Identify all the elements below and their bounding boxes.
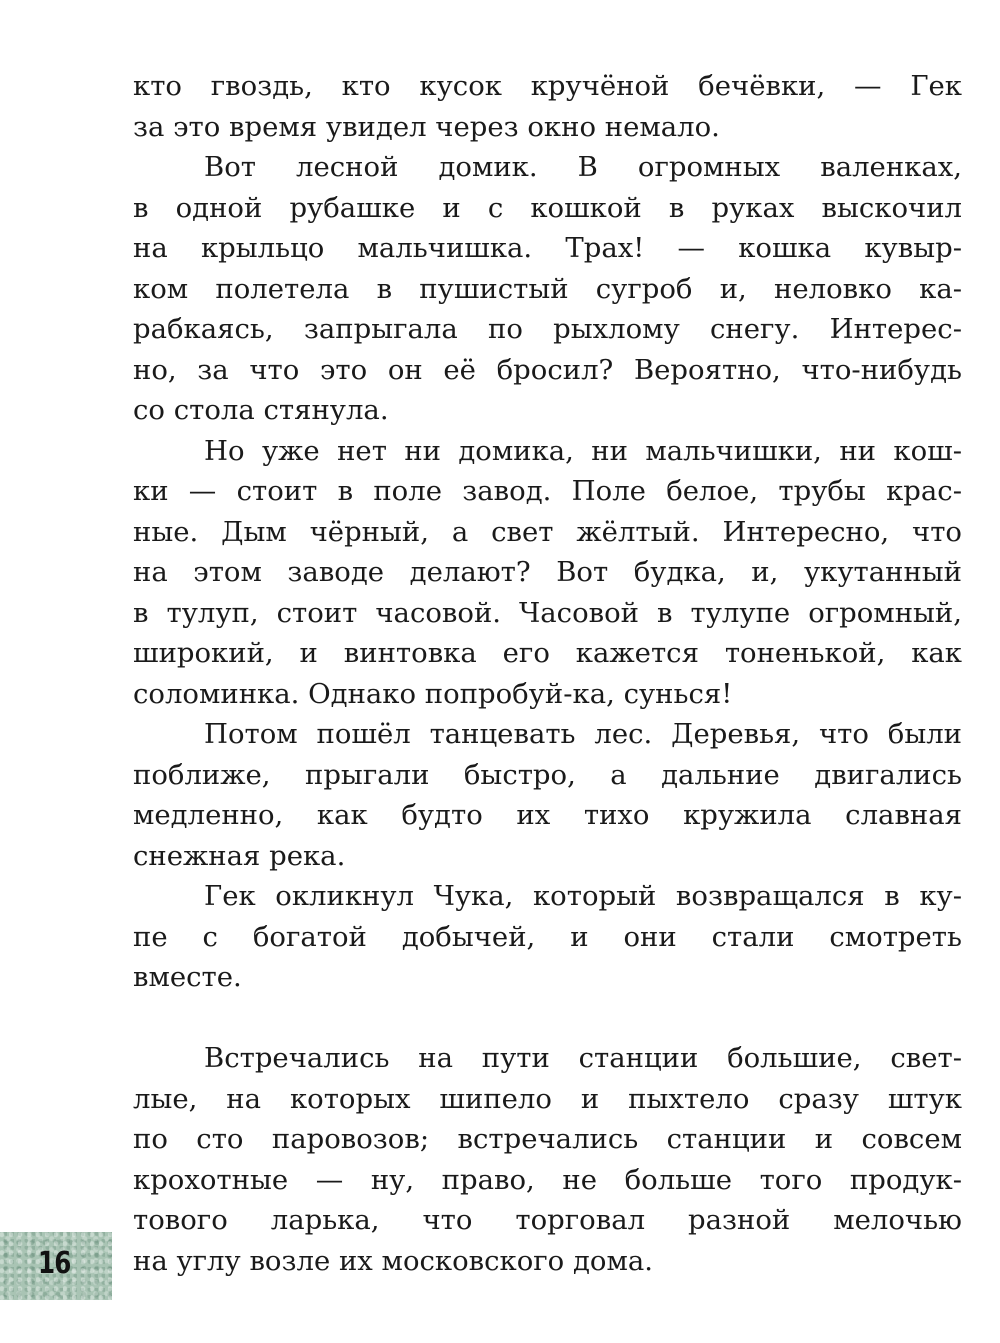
text-line: лые, на которых шипело и пыхтело сразу штук — [133, 1082, 962, 1115]
text-line: за это время увидел через окно немало. — [133, 110, 720, 143]
text-line: тового ларька, что торговал разной мелочью — [133, 1204, 962, 1236]
text-line: по сто паровозов; встречались станции и совсем — [133, 1123, 962, 1155]
text-line: со стола стянула. — [133, 394, 389, 426]
page-number: 16 — [38, 1246, 71, 1281]
paragraph-3 — [133, 431, 962, 715]
page-text — [133, 66, 962, 1281]
text-line: пе с богатой добычей, и они стали смотреть — [133, 920, 962, 953]
paragraph-gap — [133, 998, 962, 1039]
text-line: Потом пошёл танцевать лес. Деревья, что были — [204, 718, 962, 750]
text-line: вместе. — [133, 961, 242, 993]
text-line: на крыльцо мальчишка. Трах! — кошка кувыр- — [133, 232, 962, 264]
text-line: на углу возле их московского дома. — [133, 1244, 653, 1277]
text-line: ные. Дым чёрный, а свет жёлтый. Интересно, что — [133, 515, 962, 548]
text-line: рабкаясь, запрыгала по рыхлому снегу. Интерес- — [133, 313, 962, 345]
paragraph-5 — [133, 876, 962, 998]
text-line: снежная река. — [133, 839, 346, 872]
text-line: на этом заводе делают? Вот будка, и, укутанный — [133, 556, 962, 588]
paragraph-1 — [133, 66, 962, 147]
text-line: кто гвоздь, кто кусок кручёной бечёвки, — Гек — [133, 70, 962, 102]
text-line: но, за что это он её бросил? Вероятно, что-нибудь — [133, 353, 962, 386]
paragraph-4 — [133, 714, 962, 876]
text-line: широкий, и винтовка его кажется тоненькой, как — [133, 637, 962, 669]
text-line: Вот лесной домик. В огромных валенках, — [204, 151, 962, 183]
text-line: ком полетела в пушистый сугроб и, неловко ка- — [133, 272, 962, 305]
text-line: в тулуп, стоит часовой. Часовой в тулупе огромный, — [133, 596, 962, 629]
text-line: крохотные — ну, право, не больше того продук- — [133, 1163, 962, 1196]
text-line: соломинка. Однако попробуй-ка, сунься! — [133, 677, 733, 710]
paragraph-2 — [133, 147, 962, 431]
text-line: Встречались на пути станции большие, свет- — [204, 1042, 962, 1074]
text-line: медленно, как будто их тихо кружила славная — [133, 799, 962, 831]
paragraph-6 — [133, 1038, 962, 1281]
text-line: Но уже нет ни домика, ни мальчишки, ни кош- — [204, 434, 962, 467]
text-line: поближе, прыгали быстро, а дальние двигались — [133, 758, 962, 791]
text-line: в одной рубашке и с кошкой в руках выскочил — [133, 191, 962, 224]
text-line: ки — стоит в поле завод. Поле белое, трубы крас- — [133, 475, 962, 507]
text-line: Гек окликнул Чука, который возвращался в ку- — [204, 880, 962, 912]
